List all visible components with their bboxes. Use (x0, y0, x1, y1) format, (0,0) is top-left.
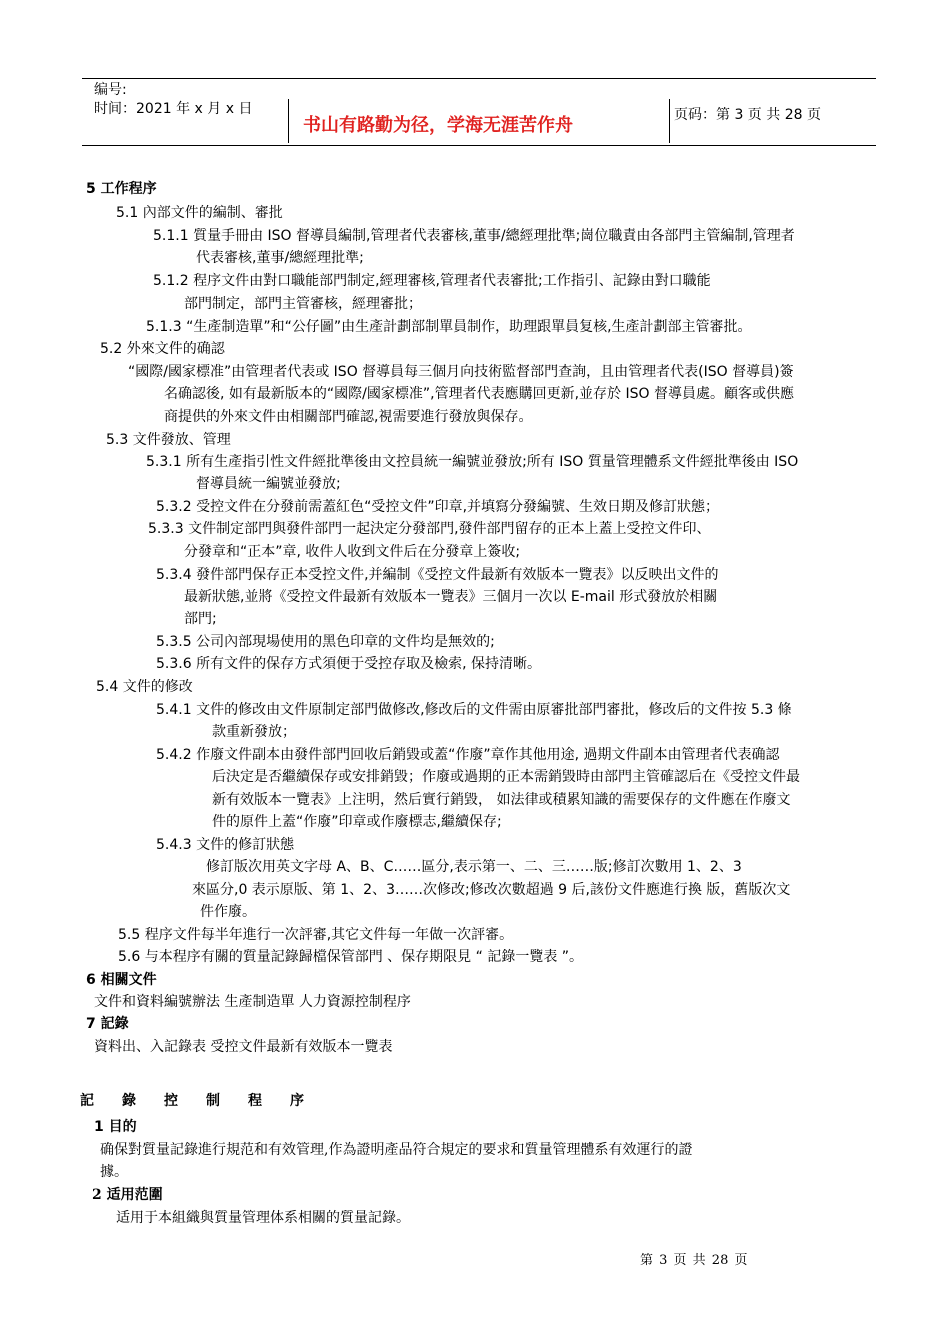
page-header (82, 78, 876, 146)
text-line: 資料出、入記錄表 受控文件最新有效版本一覽表 (94, 1039, 393, 1055)
text-line: 5.1.3 “生產制造單”和“公仔圖”由生產計劃部制單員制作，助理跟單員复核,生產計劃部主管審批。 (146, 319, 752, 335)
text-line: 新有效版本一覽表》上注明，然后實行銷毀， 如法律或積累知識的需要保存的文件應在作廢文 (212, 792, 791, 808)
text-line: 5.5 程序文件每半年進行一次評審,其它文件每一年做一次評審。 (118, 927, 514, 943)
text-line: 代表審核,董事/總經理批準; (196, 250, 364, 266)
document-title: 記錄控制程序 (80, 1093, 332, 1109)
text-line: 最新狀態,並將《受控文件最新有效版本一覽表》三個月一次以 E-mail 形式發放於相關 (184, 589, 718, 605)
text-line: 部門; (184, 611, 217, 627)
header-left (94, 81, 252, 119)
text-line: 适用于本組織與質量管理体系相關的質量記錄。 (116, 1210, 410, 1226)
subsection-heading: 5.4 文件的修改 (96, 679, 193, 695)
section-heading-5: 5 工作程序 (86, 181, 157, 197)
text-line: 5.3.4 發件部門保存正本受控文件,并編制《受控文件最新有效版本一覽表》以反映出文件的 (156, 567, 719, 583)
text-line: “國際/國家標准”由管理者代表或 ISO 督導員每三個月向技術監督部門查詢，且由管理者代表(ISO 督導員)簽 (128, 364, 794, 380)
header-motto: 书山有路勤为径，学海无涯苦作舟 (303, 115, 573, 136)
header-number-label: 编号: (94, 82, 127, 98)
section-heading-7: 7 記錄 (86, 1016, 129, 1032)
section-heading-6: 6 相關文件 (86, 972, 157, 988)
text-line: 5.4.2 作廢文件副本由發件部門回收后銷毀或蓋“作廢”章作其他用途, 過期文件副本由管理者代表确認 (156, 747, 780, 763)
header-motto-box (288, 99, 670, 143)
section-heading-1: 1 目的 (94, 1119, 137, 1135)
text-line: 據。 (100, 1164, 128, 1180)
text-line: 5.4.1 文件的修改由文件原制定部門做修改,修改后的文件需由原審批部門審批，修改后的文件按 5.3 條 (156, 702, 792, 718)
text-line: 后決定是否繼續保存或安排銷毀；作廢或過期的正本需銷毀時由部門主管確認后在《受控文件最 (212, 769, 800, 785)
text-line: 5.1.2 程序文件由對口職能部門制定,經理審核,管理者代表審批;工作指引、記錄由對口職能 (153, 273, 711, 289)
text-line: 5.4.3 文件的修訂狀態 (156, 837, 295, 853)
subsection-heading: 5.1 內部文件的編制、審批 (116, 205, 283, 221)
section-heading-2: 2 适用范圍 (92, 1187, 163, 1203)
text-line: 5.6 与本程序有關的質量記錄歸檔保管部門 、保存期限見 “ 記錄一覽表 ”。 (118, 949, 584, 965)
text-line: 5.3.1 所有生產指引性文件經批準後由文控員統一編號並發放;所有 ISO 質量管理體系文件經批準後由 ISO (146, 454, 799, 470)
text-line: 部門制定，部門主管審核，經理審批； (184, 296, 422, 312)
text-line: 修訂版次用英文字母 A、B、C……區分,表示第一、二、三……版;修訂次數用 1、2、3 (206, 859, 742, 875)
text-line: 款重新發放； (212, 724, 296, 740)
text-line: 5.3.2 受控文件在分發前需蓋紅色“受控文件”印章,并填寫分發編號、生效日期及修訂狀態； (156, 499, 720, 515)
text-line: 5.1.1 質量手冊由 ISO 督導員編制,管理者代表審核,董事/總經理批準;崗位職責由各部門主管編制,管理者 (153, 228, 795, 244)
text-line: 來區分,0 表示原版、第 1、2、3……次修改;修改次數超過 9 后,該份文件應進行換 版，舊版次文 (192, 882, 791, 898)
text-line: 商提供的外來文件由相關部門確認,視需要進行發放與保存。 (164, 409, 533, 425)
text-line: 件作廢。 (200, 904, 256, 920)
subsection-heading: 5.2 外來文件的确認 (100, 341, 225, 357)
text-line: 件的原件上蓋“作廢”印章或作廢標志,繼續保存; (212, 814, 502, 830)
header-time-label: 时间：2021 年 x 月 x 日 (94, 101, 253, 117)
text-line: 确保對質量記錄進行規范和有效管理,作為證明產品符合規定的要求和質量管理體系有效運行的證 (100, 1142, 693, 1158)
text-line: 分發章和“正本”章, 收件人收到文件后在分發章上簽收; (184, 544, 521, 560)
text-line: 5.3.3 文件制定部門與發件部門一起決定分發部門,發件部門留存的正本上蓋上受控文件印、 (148, 521, 711, 537)
text-line: 5.3.6 所有文件的保存方式須便于受控存取及檢索, 保持清晰。 (156, 656, 541, 672)
text-line: 督導員統一編號並發放; (196, 476, 341, 492)
text-line: 文件和資料編號辦法 生產制造單 人力資源控制程序 (94, 994, 411, 1010)
text-line: 5.3.5 公司內部現場使用的黑色印章的文件均是無效的; (156, 634, 495, 650)
page-footer: 第 3 页 共 28 页 (640, 1253, 748, 1268)
header-page-label: 页码：第 3 页 共 28 页 (674, 107, 821, 123)
text-line: 名确認後, 如有最新版本的“國際/國家標准”,管理者代表應購回更新,並存於 ISO 督導員處。顧客或供應 (164, 386, 794, 402)
subsection-heading: 5.3 文件發放、管理 (106, 432, 231, 448)
